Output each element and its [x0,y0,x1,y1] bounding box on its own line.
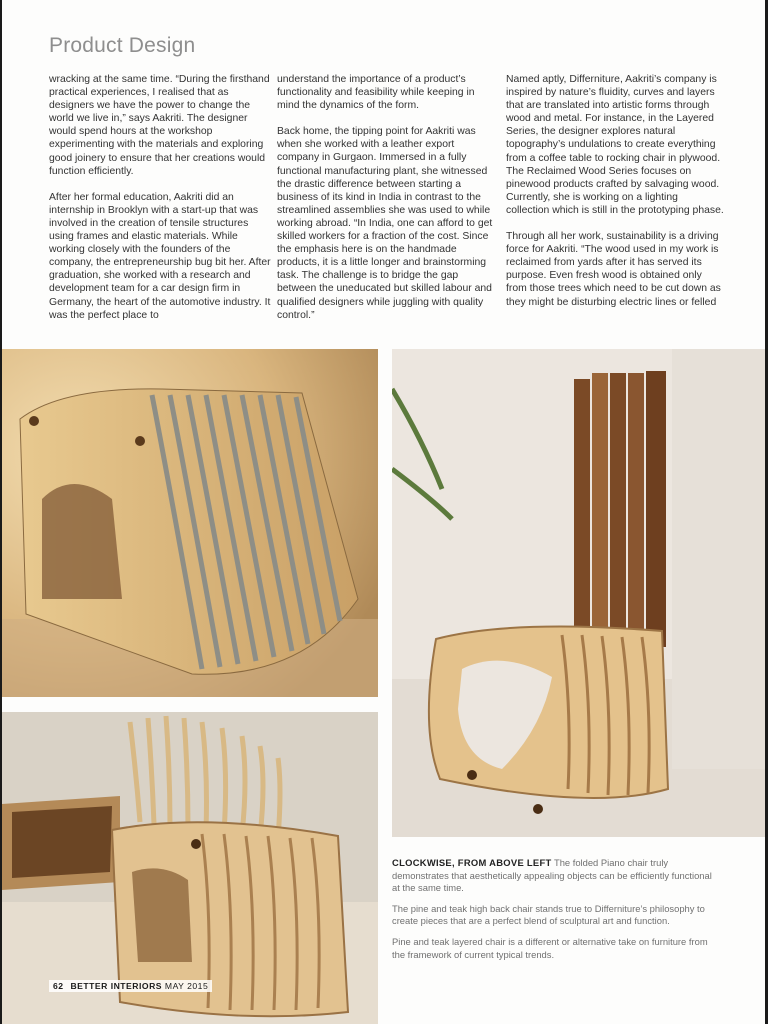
photo-piano-chair [2,349,378,697]
photo-captions [392,857,722,969]
text-column-2 [277,73,499,335]
page-footer [49,980,212,992]
caption-first [392,857,722,895]
paragraph: Named aptly, Differniture, Aakriti’s company is inspired by nature’s fluidity, curves and layers that are translated into artistic forms through wood and metal. For instance, in the Layered Series, the designer explores natural topography’s undulations to create everything from a coffee table to rocking chair in plywood. The Reclaimed Wood Series focuses on pinewood products crafted by salvaging wood. Currently, she is working on a lighting collection which is still in the prototyping phase. [506,74,724,216]
page-number: 62 [53,981,64,991]
caption-lead: CLOCKWISE, FROM ABOVE LEFT [392,857,552,868]
photo-high-back-chair [392,349,765,837]
paragraph: Back home, the tipping point for Aakriti was when she worked with a leather export company in Gurgaon. Immersed in a fully functional manufacturing plant, she witnessed the drastic difference between starting a business of its kind in India in contrast to the streamlined assemblies she was used to while working abroad. “In India, one can afford to get skilled workers for a fraction of the cost. Since the emphasis here is on the handmade products, it is a little longer and brainstorming task. The challenge is to bridge the gap between the uneducated but skilled labour and qualified designers while juggling with quality control.” [277,126,493,321]
text-column-1 [49,73,271,335]
paragraph: Through all her work, sustainability is a driving force for Aakriti. “The wood used in my work is reclaimed from yards after it has served its purpose. Even fresh wood is obtained only from those trees which need to be cut down as they might be disturbing electric lines or felled [506,231,721,308]
paragraph: wracking at the same time. “During the firsthand practical experiences, I realised that as designers we have the power to change the world we live in,” says Aakriti. The designer would spend hours at the workshop experimenting with the materials and exploring good joinery to ensure that her creations would function efficiently. [49,74,270,177]
paragraph: After her formal education, Aakriti did an internship in Brooklyn with a start-up that was involved in the creation of tensile structures using frames and elastic materials. While working closely with the founders of the company, the entrepreneurship bug bit her. After graduation, she worked with a research and development team for a car design firm in Germany, the heart of the automotive industry. It was the perfect place to [49,191,271,321]
magazine-name: BETTER INTERIORS [70,981,163,991]
caption-third: Pine and teak layered chair is a different or alternative take on furniture from the framework of current typical trends. [392,935,708,960]
caption-first-text: The folded Piano chair truly demonstrates that aesthetically appealing objects can be efficiently functional at the same time. [392,857,712,894]
section-title: Product Design [49,34,196,57]
paragraph: understand the importance of a product’s functionality and feasibility while keeping in mind the dynamics of the form. [277,74,475,112]
text-column-3 [506,73,724,322]
issue-date: MAY 2015 [164,981,209,991]
photo-layered-chair [2,712,378,1024]
caption-second: The pine and teak high back chair stands true to Differniture’s philosophy to create pieces that are a perfect blend of sculptural art and function. [392,902,705,927]
